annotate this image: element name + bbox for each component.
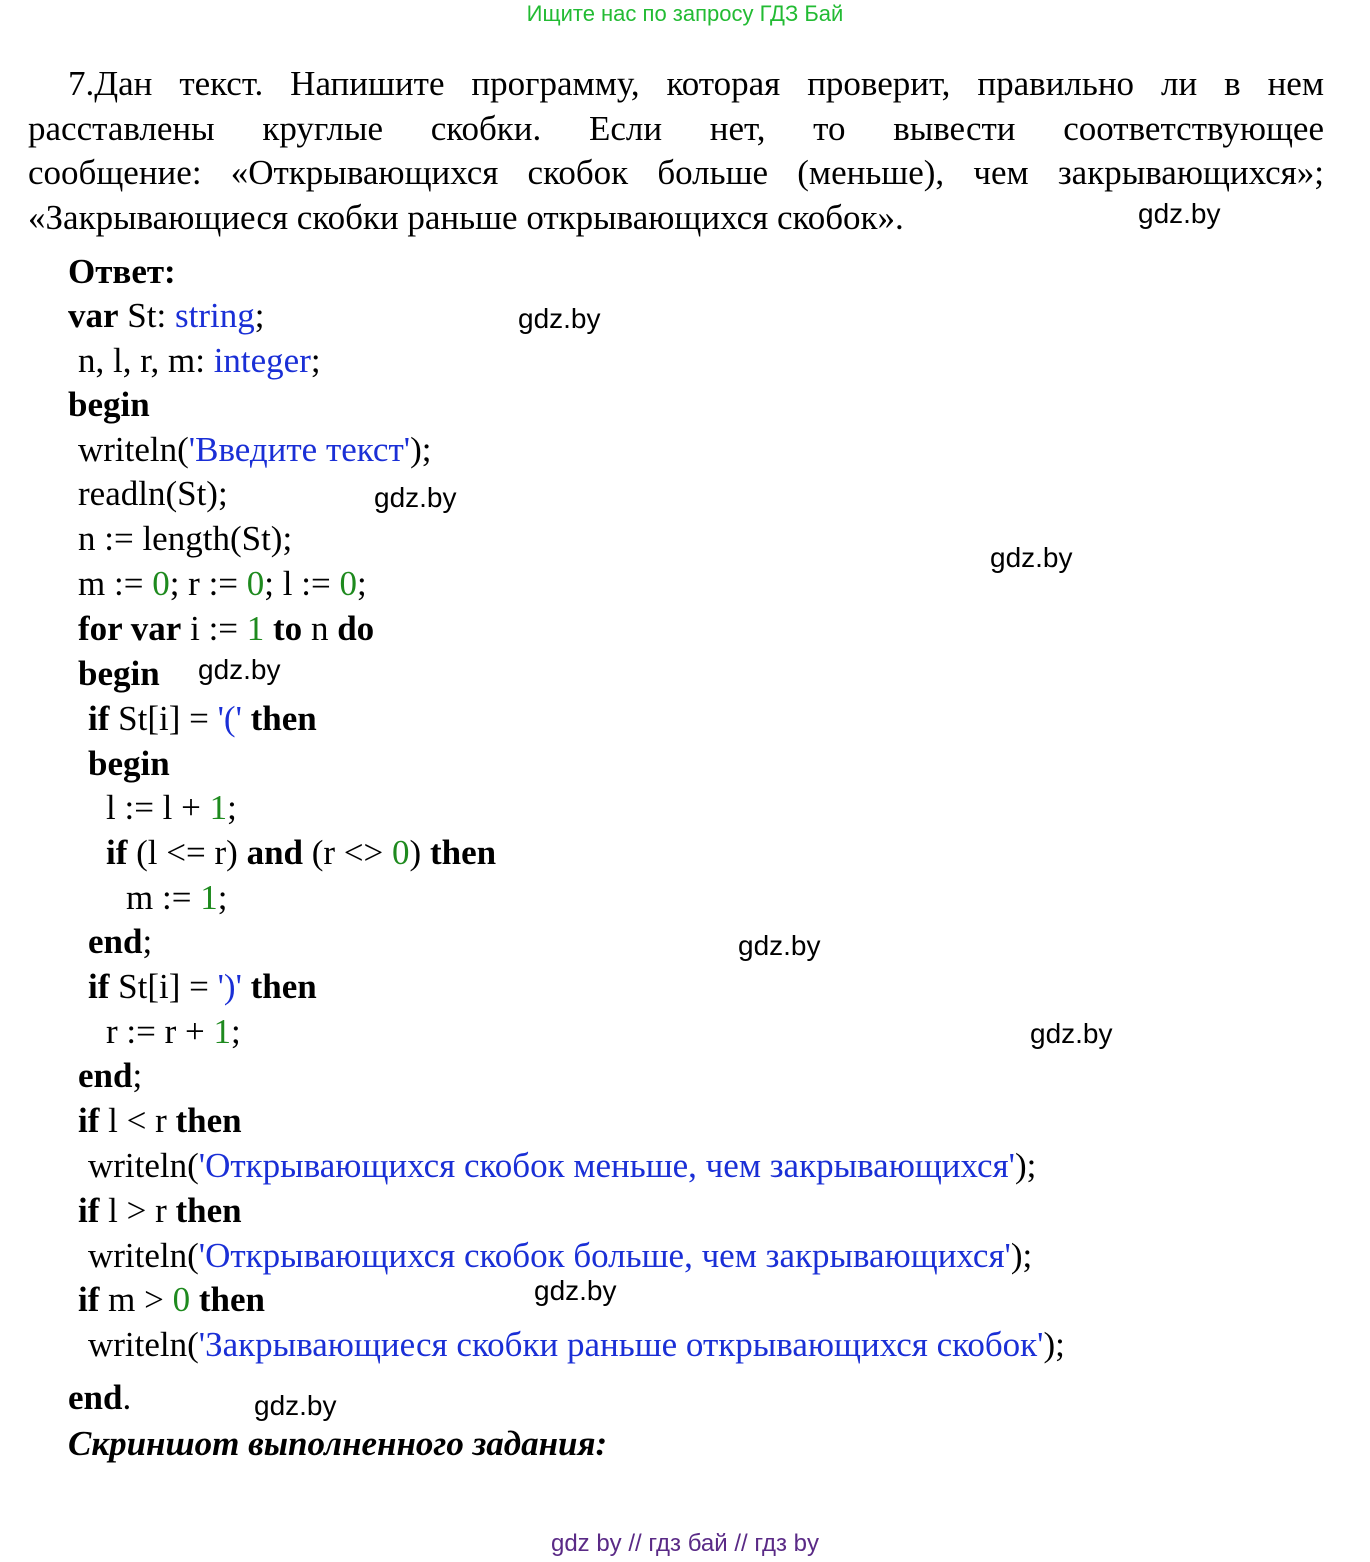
footer[interactable]: gdz by // гдз бай // гдз by — [550, 1530, 820, 1557]
code-line: n, l, r, m: integer; — [78, 341, 321, 380]
code-line: if l > r then — [78, 1191, 242, 1230]
code-line: writeln('Открывающихся скобок больше, чем закрывающихся'); — [88, 1236, 1033, 1275]
answer-label: Ответ: — [68, 252, 176, 291]
code-line: begin — [88, 744, 170, 783]
code-line: if St[i] = '(' then — [88, 699, 317, 738]
code-line: end. — [68, 1378, 132, 1417]
header-banner[interactable]: Ищите нас по запросу ГДЗ Бай — [526, 1, 844, 26]
code-line: writeln('Открывающихся скобок меньше, чем закрывающихся'); — [88, 1146, 1037, 1185]
watermark: gdz.by — [198, 654, 281, 685]
code-line: writeln('Введите текст'); — [78, 430, 432, 469]
code-line: if St[i] = ')' then — [88, 967, 317, 1006]
watermark: gdz.by — [534, 1275, 617, 1306]
code-line: if m > 0 then — [78, 1280, 265, 1319]
watermark: gdz.by — [1030, 1018, 1113, 1049]
watermark: gdz.by — [738, 930, 821, 961]
watermark: gdz.by — [254, 1390, 337, 1421]
code-line: l := l + 1; — [106, 788, 237, 827]
code-line: if (l <= r) and (r <> 0) then — [106, 833, 497, 872]
task-text — [28, 62, 1324, 240]
code-line: for var i := 1 to n do — [78, 609, 375, 648]
watermark: gdz.by — [518, 303, 601, 334]
task-line-1: 7.Дан текст. Напишите программу, которая проверит, правильно ли в нем — [68, 64, 1324, 103]
task-line-4: «Закрывающиеся скобки раньше открывающихся скобок». — [28, 197, 904, 237]
code-line: begin — [78, 654, 160, 693]
code-line: m := 1; — [126, 878, 228, 917]
watermark: gdz.by — [1138, 198, 1221, 229]
code-line: begin — [68, 385, 150, 424]
code-line: end; — [88, 922, 153, 961]
screenshot-label: Скриншот выполненного задания: — [68, 1424, 608, 1463]
code-line: readln(St); — [78, 474, 228, 513]
code-line: writeln('Закрывающиеся скобки раньше открывающихся скобок'); — [88, 1325, 1065, 1364]
code-line: m := 0; r := 0; l := 0; — [78, 564, 367, 603]
watermark: gdz.by — [990, 542, 1073, 573]
task-line-2: расставлены круглые скобки. Если нет, то вывести соответствующее — [28, 108, 1324, 148]
code-line: var St: string; — [68, 296, 265, 335]
watermark: gdz.by — [374, 482, 457, 513]
code-line: n := length(St); — [78, 519, 293, 558]
code-line: end; — [78, 1056, 143, 1095]
code-line: if l < r then — [78, 1101, 242, 1140]
code-line: r := r + 1; — [106, 1012, 241, 1051]
task-line-3: сообщение: «Открывающихся скобок больше (меньше), чем закрывающихся»; — [28, 153, 1324, 192]
